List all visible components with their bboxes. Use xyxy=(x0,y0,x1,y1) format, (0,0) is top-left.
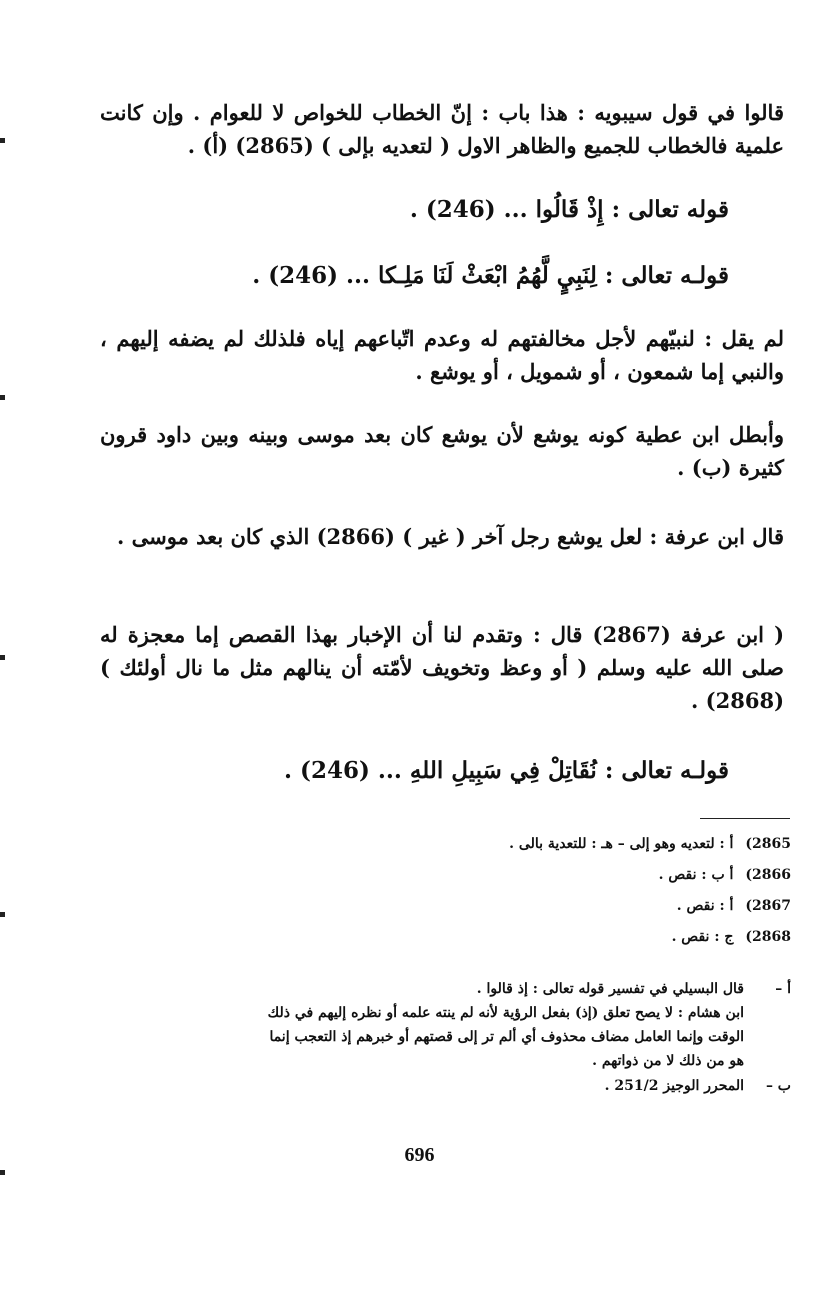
paragraph-4: قال ابن عرفة : لعل يوشع رجل آخر ( غير ) (2866) الذي كان بعد موسى . xyxy=(117,524,784,549)
footnote-item xyxy=(677,891,791,922)
note-a-line: هو من ذلك لا من ذواتهم . xyxy=(592,1053,744,1069)
footnote-item xyxy=(509,829,791,860)
paragraph-2: لم يقل : لنبيّهم لأجل مخالفتهم له وعدم اتّباعهم إياه فلذلك لم يضفه إليهم ، والنبي إما شمعون ، أو شمويل ، أو يوشع . xyxy=(100,326,784,384)
footnote-item xyxy=(672,922,791,953)
margin-mark xyxy=(0,138,5,143)
note-a-line: ابن هشام : لا يصح تعلق (إذ) بفعل الرؤية لأنه لم ينته علمه أو نظره إليهم في ذلك xyxy=(267,1005,744,1021)
margin-mark xyxy=(0,655,5,660)
note-a-line: الوقت وإنما العامل مضاف محذوف أي ألم تر إلى قصتهم أو خبرهم إذ التعجب إنما xyxy=(269,1029,744,1045)
page-number: 696 xyxy=(404,1144,435,1166)
verse-2: قولـه تعالى : لِنَبِيٍ لَّهُمُ ابْعَثْ لَنَا مَلِـكا ... (246) . xyxy=(252,262,729,289)
note-b-text: المحرر الوجيز 251/2 . xyxy=(604,1078,744,1094)
footnote-number: 2868) xyxy=(745,929,791,945)
footnote-number: 2865) xyxy=(745,836,791,852)
margin-mark xyxy=(0,912,5,917)
margin-mark xyxy=(0,395,5,400)
footnote-text: أ : لتعديه وهو إلى – هـ : للتعدية بالى . xyxy=(509,836,734,852)
paragraph-3: وأبطل ابن عطية كونه يوشع لأن يوشع كان بعد موسى وبينه وبين داود قرون كثيرة (ب) . xyxy=(100,422,784,480)
footnote-text: ج : نقص . xyxy=(671,929,734,945)
note-a-line: قال البسيلي في تفسير قوله تعالى : إذ قالوا . xyxy=(476,981,744,997)
footnote-text: أ ب : نقص . xyxy=(658,867,734,883)
footnote-item xyxy=(659,860,791,891)
verse-1: قوله تعالى : إِذْ قَالُوا ... (246) . xyxy=(409,196,729,223)
footnote-number: 2866) xyxy=(745,867,791,883)
footnote-separator xyxy=(700,818,790,819)
note-b-label: ب – xyxy=(765,1078,791,1094)
verse-3: قولـه تعالى : نُقَاتِلْ فِي سَبِيلِ اللهِ ... (246) . xyxy=(284,757,729,784)
footnote-number: 2867) xyxy=(745,898,791,914)
margin-mark xyxy=(0,1170,5,1175)
paragraph-5: ( ابن عرفة (2867) قال : وتقدم لنا أن الإخبار بهذا القصص إما معجزة له صلى الله عليه وسلم ( أو وعظ وتخويف لأمّته أن ينالهم مثل ما نال أولئك ) (2868) . xyxy=(100,622,785,713)
paragraph-1: قالوا في قول سيبويه : هذا باب : إنّ الخطاب للخواص لا للعوام . وإن كانت علمية فالخطاب للجميع والظاهر الاول ( لتعديه بإلى ) (2865) (أ) . xyxy=(100,100,784,158)
footnote-text: أ : نقص . xyxy=(676,898,734,914)
note-a-label: أ – xyxy=(775,981,791,997)
